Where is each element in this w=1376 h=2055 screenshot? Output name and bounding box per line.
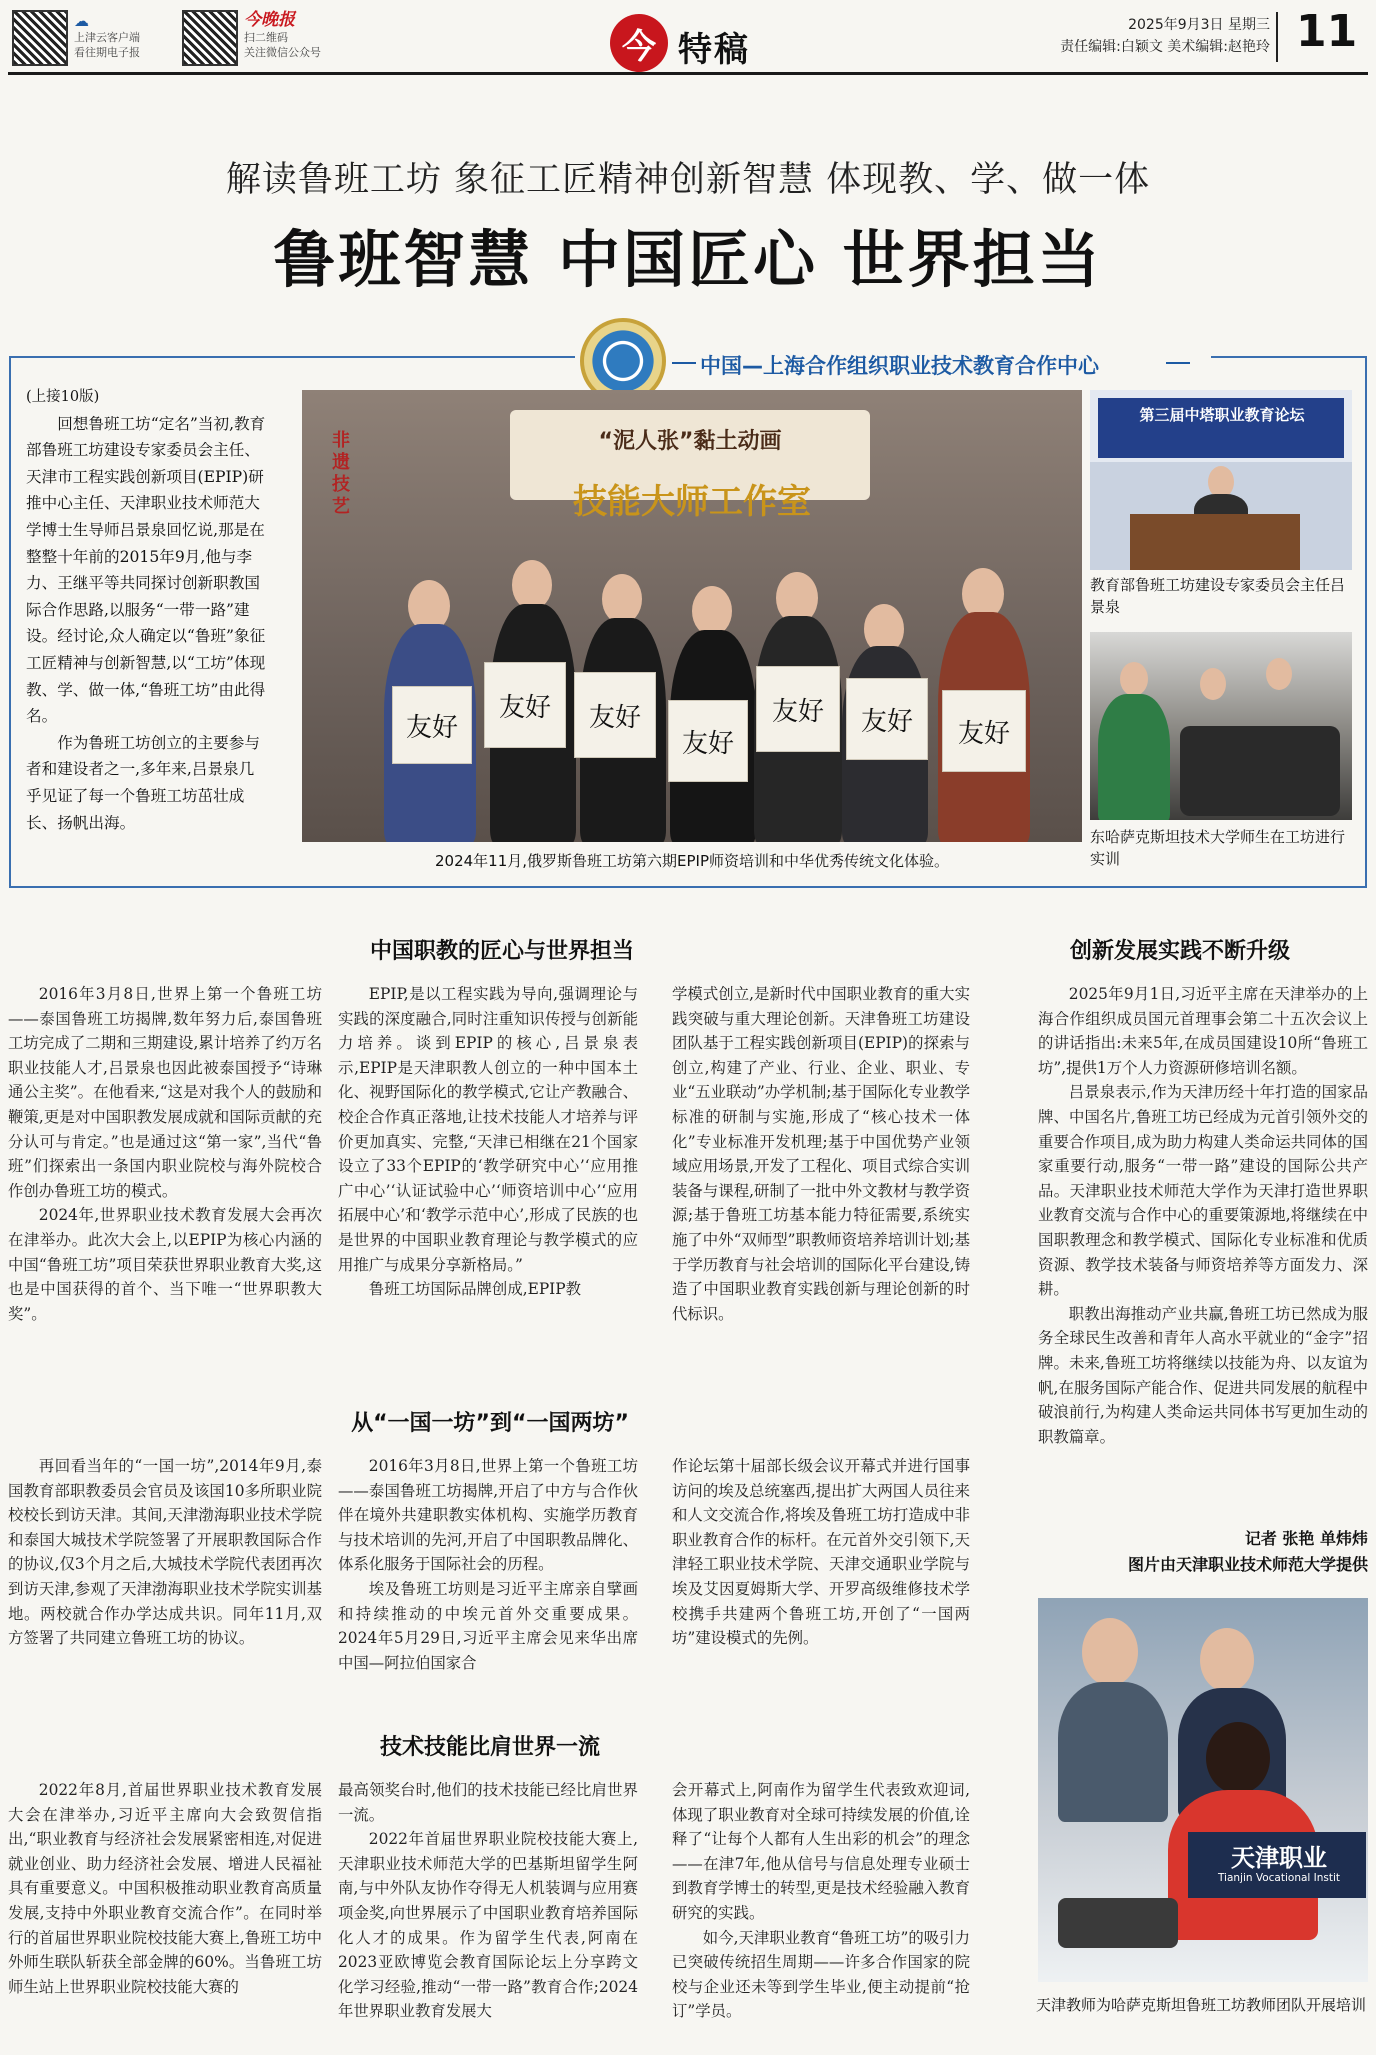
student-body [1098, 694, 1170, 820]
main-photo [302, 390, 1082, 842]
calligraphy-paper: 友好 [484, 662, 566, 748]
cloud-logo-icon: ☁ [74, 12, 89, 30]
headline-kicker: 解读鲁班工坊 象征工匠精神创新智慧 体现教、学、做一体 [225, 160, 1151, 200]
sidebar-column [1038, 982, 1368, 1449]
article-column [338, 1454, 638, 1675]
article-column [672, 1778, 970, 2024]
article-paragraph: 作论坛第十届部长级会议开幕式并进行国事访问的埃及总统塞西,提出扩大两国人员往来和人文交流合作,将埃及鲁班工坊打造成中非职业教育合作的标杆。在元首外交引领下,天津轻工职业技术学院、天津交通职业学院与埃及艾因夏姆斯大学、开罗高级维修技术学校携手共建两个鲁班工坊,开创了“一国两坊”建设模式的先例。 [672, 1457, 970, 1648]
article-paragraph: 2016年3月8日,世界上第一个鲁班工坊——泰国鲁班工坊揭牌,开启了中方与合作伙伴在境外共建职教实体机构、实施学历教育与技术培训的先河,开启了中国职教品牌化、体系化服务于国际社会的历程。 [338, 1457, 638, 1574]
calligraphy-paper: 友好 [574, 672, 656, 758]
calligraphy-paper: 友好 [668, 700, 748, 782]
teacher-head [1200, 1628, 1254, 1692]
article-paragraph: 2016年3月8日,世界上第一个鲁班工坊——泰国鲁班工坊揭牌,数年努力后,泰国鲁班工坊完成了二期和三期建设,累计培养了约万名职业技能人才,吕景泉也因此被泰国授予“诗琳通公主奖”。在他看来,“这是对我个人的鼓励和鞭策,更是对中国职教发展成就和国际贡献的充分认可与肯定。”也是通过这“第一家”,当代“鲁班”们探索出一条国内职业院校与海外院校合作创办鲁班工坊的模式。 [8, 985, 322, 1200]
byline-authors: 记者 张艳 单炜炜 [1244, 1529, 1368, 1548]
byline-block [1030, 1526, 1368, 1578]
article-paragraph: 2024年,世界职业技术教育发展大会再次在津举办。此次大会上,以EPIP为核心内涵的中国“鲁班工坊”项目荣获世界职业教育大奖,这也是中国获得的首个、当下唯一“世界职教大奖”。 [8, 1206, 322, 1323]
intro-paragraph: 回想鲁班工坊“定名”当初,教育部鲁班工坊建设专家委员会主任、天津市工程实践创新项目(EPIP)研推中心主任、天津职业技术师范大学博士生导师吕景泉回忆说,那是在整整十年前的2015年9月,他与李力、王继平等共同探讨创新职教国际合作思路,以服务“一带一路”建设。经讨论,众人确定以“鲁班”象征工匠精神与创新智慧,以“工坊”体现教、学、做一体,“鲁班工坊”由此得名。 [26, 414, 266, 726]
sidebar-paragraph: 2025年9月1日,习近平主席在天津举办的上海合作组织成员国元首理事会第二十五次会议上的讲话指出:未来5年,在成员国建设10所“鲁班工坊”,提供1万个人力资源研修培训名额。 [1038, 985, 1368, 1077]
article-paragraph: 2022年首届世界职业院校技能大赛上,天津职业技术师范大学的巴基斯坦留学生阿南,与中外队友协作夺得无人机装调与应用赛项金奖,向世界展示了中国职业教育培养国际化人才的成果。作为留学生代表,阿南在2023亚欧博览会教育国际论坛上分享跨文化学习经验,推动“一带一路”教育合作;2024年世界职业教育发展大 [338, 1830, 638, 2021]
section-heading: 从“一国一坊”到“一国两坊” [351, 1411, 629, 1436]
training-photo [1038, 1598, 1368, 1982]
qr-app-caption-line2: 看往期电子报 [74, 46, 140, 59]
continued-note: (上接10版) [26, 389, 100, 405]
main-photo-caption: 2024年11月,俄罗斯鲁班工坊第六期EPIP师资培训和中华优秀传统文化体验。 [434, 852, 950, 870]
banner-label: 中国—上海合作组织职业技术教育合作中心 [700, 354, 1099, 378]
robot-car [1058, 1898, 1178, 1948]
photo-credit: 图片由天津职业技术师范大学提供 [1127, 1555, 1368, 1574]
workshop-photo-caption: 东哈萨克斯坦技术大学师生在工坊进行实训 [1090, 828, 1346, 868]
photo-sign-top: “泥人张”黏土动画 [598, 429, 782, 454]
calligraphy-paper: 友好 [942, 690, 1026, 772]
person-head [692, 586, 732, 636]
car-engine [1180, 726, 1340, 816]
section-heading: 中国职教的匠心与世界担当 [369, 939, 634, 964]
training-photo-caption: 天津教师为哈萨克斯坦鲁班工坊教师团队开展培训 [1036, 1996, 1367, 2014]
article-column [672, 1454, 970, 1651]
article-paragraph: 会开幕式上,阿南作为留学生代表致欢迎词,体现了职业教育对全球可持续发展的价值,诠释了“让每个人都有人生出彩的机会”的理念——在津7年,他从信号与信息处理专业硕士到教育学博士的转型,更是技术经验融入教育研究的实践。 [672, 1781, 970, 1922]
brand-small-logo: 今晚报 [244, 10, 295, 30]
sidebar-paragraph: 吕景泉表示,作为天津历经十年打造的国家品牌、中国名片,鲁班工坊已经成为元首引领外交的重要合作项目,成为助力构建人类命运共同体的国家重要行动,服务“一带一路”建设的国际公共产品。天津职业技术师范大学作为天津打造世界职业教育交流与合作中心的重要策源地,将继续在中国职教理念和教学模式、国际化专业标准和优质资源、教学技术装备与师资培养等方面发力、深耕。 [1038, 1083, 1368, 1299]
sidebar-paragraph: 职教出海推动产业共赢,鲁班工坊已然成为服务全球民生改善和青年人高水平就业的“金字”招牌。未来,鲁班工坊将继续以技能为舟、以友谊为帆,在服务国际产能合作、促进共同发展的航程中破浪前行,为构建人类命运共同体书写更加生动的职教篇章。 [1038, 1304, 1368, 1446]
newspaper-logo [610, 14, 668, 72]
photo-banner-text: 天津职业 [1231, 1843, 1327, 1872]
header-divider [1276, 12, 1278, 62]
workshop-photo [1090, 632, 1352, 820]
qr-code-app [12, 10, 68, 66]
calligraphy-paper: 友好 [756, 666, 840, 752]
speaker-photo-caption: 教育部鲁班工坊建设专家委员会主任吕景泉 [1090, 576, 1346, 616]
section-heading: 技术技能比肩世界一流 [379, 1735, 600, 1760]
intro-column [26, 384, 268, 836]
podium [1130, 514, 1300, 570]
article-column [8, 1454, 322, 1651]
article-column [672, 982, 970, 1326]
issue-info [910, 14, 1270, 58]
person-head [602, 574, 642, 624]
article-paragraph: 鲁班工坊国际品牌创成,EPIP教 [368, 1280, 582, 1299]
student-head [1200, 668, 1226, 700]
issue-editors: 责任编辑:白颖文 美术编辑:赵艳玲 [1060, 39, 1270, 55]
issue-date: 2025年9月3日 星期三 [1128, 17, 1270, 33]
logo-glyph-icon: 今 [610, 14, 668, 72]
speaker-photo [1090, 390, 1352, 570]
article-paragraph: EPIP,是以工程实践为导向,强调理论与实践的深度融合,同时注重知识传授与创新能力培养。谈到EPIP的核心,吕景泉表示,EPIP是天津职教人创立的一种中国本土化、视野国际化的教学模式,它让产教融合、校企合作真正落地,让技术技能人才培养与评价更加真实、完整,“天津已相继在21个国家设立了33个EPIP的‘教学研究中心’‘应用推广中心’‘认证试验中心’‘师资培训中心’‘应用拓展中心’和‘教学示范中心’,形成了民族的也是世界的中国职业教育理论与教学模式的应用推广与成果分享新格局。” [338, 985, 638, 1274]
article-paragraph: 再回看当年的“一国一坊”,2014年9月,泰国教育部职教委员会官员及该国10多所职业院校校长到访天津。其间,天津渤海职业技术学院和泰国大城技术学院签署了开展职教国际合作的协议,仅3个月之后,大城技术学院代表团再次到访天津,参观了天津渤海职业技术学院实训基地。两校就合作办学达成共识。同年11月,双方签署了共同建立鲁班工坊的协议。 [8, 1457, 322, 1648]
qr-wechat-caption-line1: 扫二维码 [244, 31, 288, 44]
banner-dash-right [1166, 362, 1190, 364]
section-title: 特稿 [678, 30, 750, 70]
qr-wechat-caption [244, 10, 344, 60]
article-column [338, 982, 638, 1302]
photo-banner-subtext: Tianjin Vocational Instit [1217, 1872, 1341, 1884]
qr-code-wechat [182, 10, 238, 66]
qr-app-caption-line1: 上津云客户端 [74, 31, 140, 44]
student-head [1120, 662, 1148, 696]
article-paragraph: 埃及鲁班工坊则是习近平主席亲自擘画和持续推动的中埃元首外交重要成果。2024年5月29日,习近平主席会见来华出席中国—阿拉伯国家合 [338, 1579, 638, 1672]
article-column [8, 982, 322, 1326]
teacher-body [1058, 1682, 1168, 1822]
instructor-hair [1206, 1722, 1270, 1794]
article-paragraph: 学模式创立,是新时代中国职业教育的重大实践突破与重大理论创新。天津鲁班工坊建设团队基于工程实践创新项目(EPIP)的探索与创立,构建了产业、行业、企业、职业、专业“五业联动”办学机制;基于国际化专业教学标准的研制与实施,形成了“核心技术一体化”专业标准开发机理;基于中国优势产业领域应用场景,开发了工程化、项目式综合实训装备与课程,研制了一批中外文教材与教学资源;基于鲁班工坊基本能力特征需要,系统实施了中外“双师型”职教师资培养培训计划;基于学历教育与社会培训的国际化平台建设,铸造了中国职业教育实践创新与理论创新的时代标识。 [672, 985, 971, 1323]
photo-screen-title: 第三届中塔职业教育论坛 [1139, 406, 1305, 424]
headline-title: 鲁班智慧 中国匠心 世界担当 [273, 223, 1103, 296]
student-head [1266, 658, 1292, 690]
qr-wechat-caption-line2: 关注微信公众号 [244, 46, 321, 59]
banner-dash-left [672, 362, 696, 364]
article-paragraph: 2022年8月,首届世界职业技术教育发展大会在津举办,习近平主席向大会致贺信指出,“职业教育与经济社会发展紧密相连,对促进就业创业、助力经济社会发展、增进人民福祉具有重要意义。中国积极推动职业教育高质量发展,支持中外职业教育交流合作”。在同时举行的首届世界职业院校技能大赛上,鲁班工坊中外师生联队斩获全部金牌的60%。当鲁班工坊师生站上世界职业院校技能大赛的 [8, 1781, 322, 1996]
calligraphy-paper: 友好 [392, 686, 472, 764]
article-column [8, 1778, 322, 1999]
page-number: 11 [1296, 6, 1358, 57]
intro-paragraph: 作为鲁班工坊创立的主要参与者和建设者之一,多年来,吕景泉几乎见证了每一个鲁班工坊茁壮成长、扬帆出海。 [26, 733, 260, 832]
photo-sign-main: 技能大师工作室 [573, 482, 811, 522]
article-column [338, 1778, 638, 2024]
calligraphy-paper: 友好 [846, 678, 928, 760]
article-paragraph: 最高领奖台时,他们的技术技能已经比肩世界一流。 [338, 1781, 638, 1824]
person-head [512, 560, 552, 610]
header-rule [8, 72, 1368, 75]
sidebar-heading: 创新发展实践不断升级 [1069, 939, 1290, 964]
qr-app-caption [74, 12, 154, 60]
teacher-head [1082, 1618, 1138, 1686]
article-paragraph: 如今,天津职业教育“鲁班工坊”的吸引力已突破传统招生周期——许多合作国家的院校与企业还未等到学生毕业,便主动提前“抢订”学员。 [672, 1928, 970, 2021]
photo-sign-side: 非遗技艺 [332, 430, 350, 517]
